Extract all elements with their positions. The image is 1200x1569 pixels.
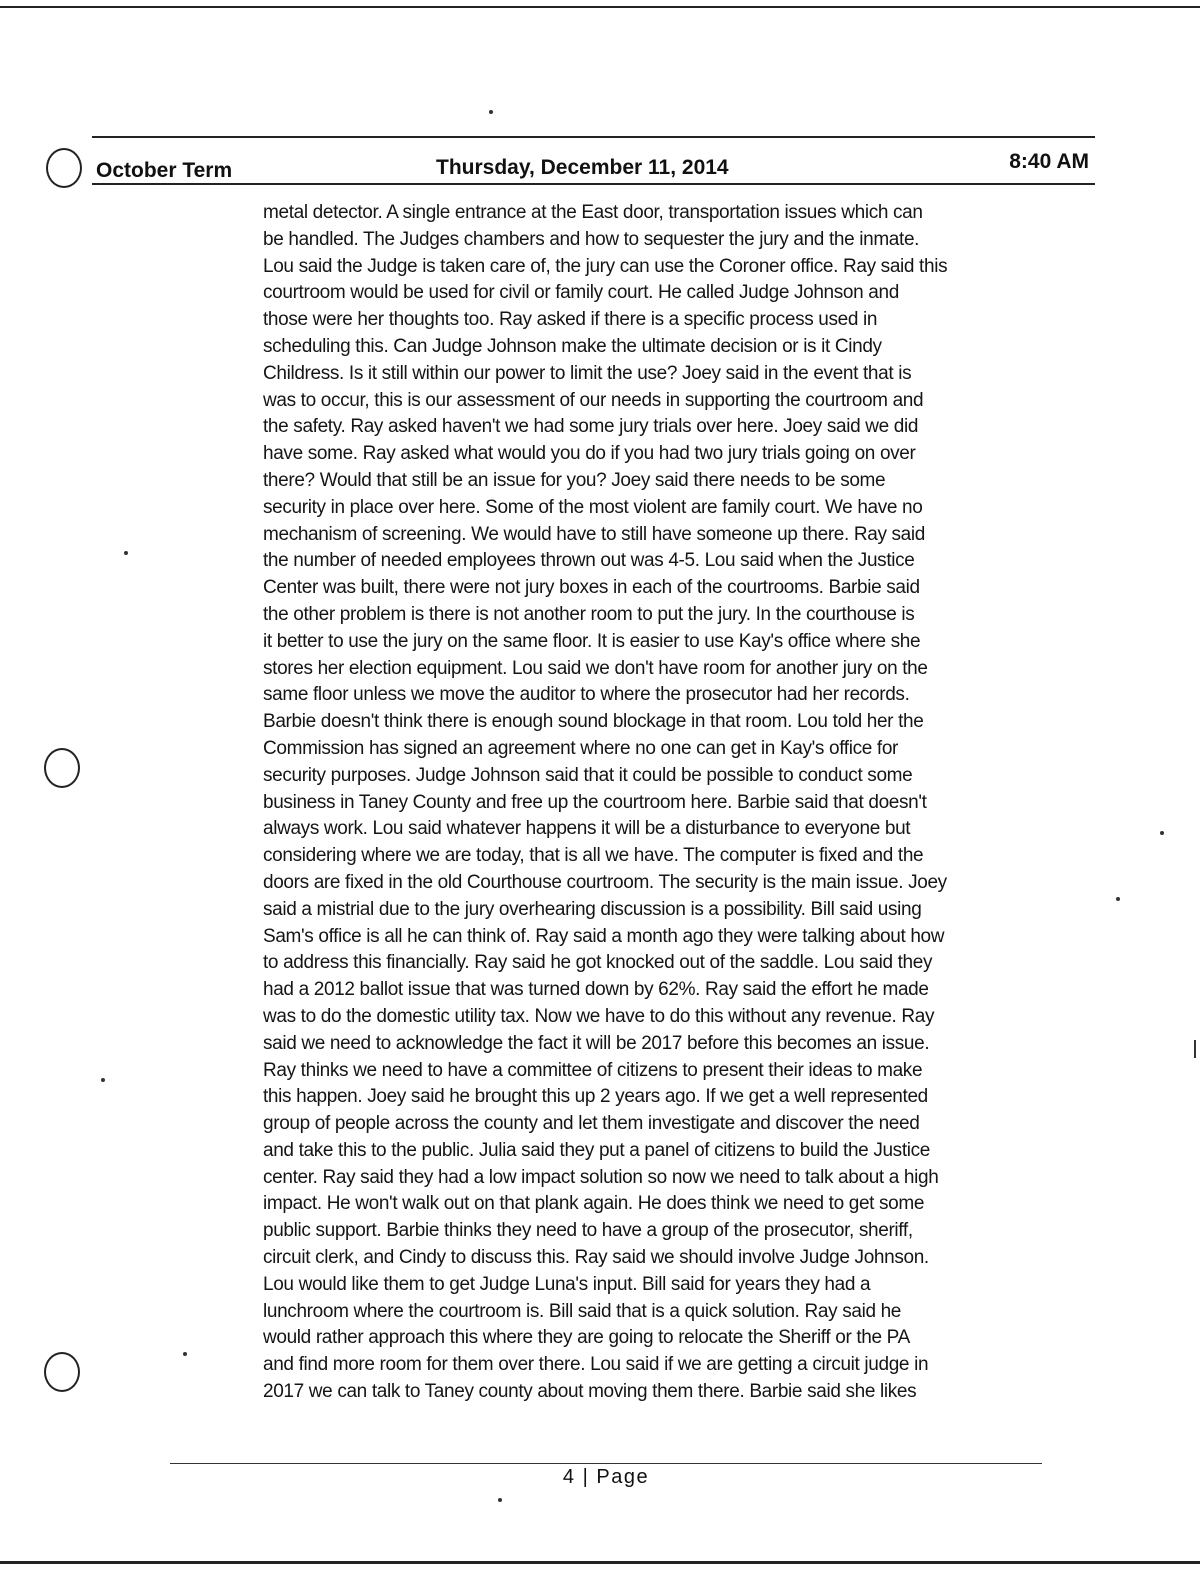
body-line: Childress. Is it still within our power to limit the use? Joey said in the event that is: [263, 362, 912, 384]
body-line: group of people across the county and let them investigate and discover the need: [263, 1113, 920, 1135]
body-line: always work. Lou said whatever happens it will be a disturbance to everyone but: [263, 818, 911, 840]
body-line: courtroom would be used for civil or family court. He called Judge Johnson and: [263, 282, 899, 304]
page-number: 4 | Page: [562, 1466, 650, 1488]
term-label: October Term: [96, 159, 233, 182]
body-line: security purposes. Judge Johnson said that it could be possible to conduct some: [263, 764, 913, 786]
body-line: mechanism of screening. We would have to still have someone up there. Ray said: [263, 523, 925, 545]
body-line: there? Would that still be an issue for you? Joey said there needs to be some: [263, 469, 886, 491]
body-line: Center was built, there were not jury boxes in each of the courtrooms. Barbie said: [263, 577, 920, 599]
body-line: would rather approach this where they are going to relocate the Sheriff or the PA: [263, 1327, 910, 1349]
body-line: and take this to the public. Julia said they put a panel of citizens to build the Justice: [263, 1139, 930, 1161]
body-line: it better to use the jury on the same floor. It is easier to use Kay's office where she: [263, 630, 921, 652]
body-line: be handled. The Judges chambers and how to sequester the jury and the inmate.: [263, 228, 920, 250]
body-line: Sam's office is all he can think of. Ray said a month ago they were talking about how: [263, 925, 945, 947]
body-line: said we need to acknowledge the fact it will be 2017 before this becomes an issue.: [263, 1032, 930, 1054]
scan-speck: [1160, 831, 1164, 835]
body-line: same floor unless we move the auditor to where the prosecutor had her records.: [263, 684, 910, 706]
scan-speck: [124, 551, 128, 555]
body-line: considering where we are today, that is all we have. The computer is fixed and the: [263, 845, 924, 867]
scan-speck: [498, 1498, 502, 1502]
header-rule-top: [92, 136, 1095, 138]
body-line: 2017 we can talk to Taney county about moving them there. Barbie said she likes: [263, 1381, 917, 1403]
minutes-body: [263, 200, 1043, 1406]
body-line: scheduling this. Can Judge Johnson make the ultimate decision or is it Cindy: [263, 335, 882, 357]
body-line: lunchroom where the courtroom is. Bill said that is a quick solution. Ray said he: [263, 1300, 902, 1322]
footer-rule: [170, 1463, 1042, 1464]
body-line: to address this financially. Ray said he got knocked out of the saddle. Lou said they: [263, 952, 933, 974]
body-line: the safety. Ray asked haven't we had some jury trials over here. Joey said we did: [263, 416, 919, 438]
scan-speck: [1116, 897, 1120, 901]
meeting-date: Thursday, December 11, 2014: [436, 156, 729, 179]
scan-speck: [183, 1352, 187, 1356]
body-line: Commission has signed an agreement where no one can get in Kay's office for: [263, 737, 899, 759]
scan-speck: [489, 110, 493, 114]
binder-hole-icon: [44, 748, 80, 788]
body-line: the number of needed employees thrown out was 4-5. Lou said when the Justice: [263, 550, 915, 572]
body-line: this happen. Joey said he brought this up 2 years ago. If we get a well represented: [263, 1086, 928, 1108]
scan-mark: [1194, 1040, 1196, 1058]
scan-edge-bottom: [0, 1561, 1200, 1564]
body-line: was to occur, this is our assessment of our needs in supporting the courtroom and: [263, 389, 924, 411]
body-line: center. Ray said they had a low impact solution so now we need to talk about a high: [263, 1166, 939, 1188]
page-header: [96, 150, 1092, 180]
body-line: impact. He won't walk out on that plank again. He does think we need to get some: [263, 1193, 925, 1215]
body-line: Lou would like them to get Judge Luna's input. Bill said for years they had a: [263, 1273, 871, 1295]
body-line: and find more room for them over there. Lou said if we are getting a circuit judge in: [263, 1354, 929, 1376]
body-line: business in Taney County and free up the courtroom here. Barbie said that doesn't: [263, 791, 927, 813]
body-line: was to do the domestic utility tax. Now we have to do this without any revenue. Ray: [263, 1005, 935, 1027]
body-line: the other problem is there is not another room to put the jury. In the courthouse is: [263, 603, 915, 625]
body-line: have some. Ray asked what would you do if you had two jury trials going on over: [263, 443, 916, 465]
binder-hole-icon: [46, 148, 82, 188]
body-line: those were her thoughts too. Ray asked if there is a specific process used in: [263, 309, 878, 331]
body-line: public support. Barbie thinks they need to have a group of the prosecutor, sheriff,: [263, 1220, 913, 1242]
body-line: Lou said the Judge is taken care of, the jury can use the Coroner office. Ray said this: [263, 255, 948, 277]
body-line: metal detector. A single entrance at the East door, transportation issues which can: [263, 202, 923, 223]
body-line: had a 2012 ballot issue that was turned down by 62%. Ray said the effort he made: [263, 979, 929, 1001]
body-line: said a mistrial due to the jury overhearing discussion is a possibility. Bill said using: [263, 898, 922, 920]
body-line: doors are fixed in the old Courthouse courtroom. The security is the main issue. Joey: [263, 871, 947, 893]
body-line: Barbie doesn't think there is enough sound blockage in that room. Lou told her the: [263, 711, 924, 733]
body-line: circuit clerk, and Cindy to discuss this. Ray said we should involve Judge Johnson.: [263, 1247, 929, 1269]
body-line: stores her election equipment. Lou said we don't have room for another jury on the: [263, 657, 928, 679]
header-rule-bottom: [92, 183, 1095, 185]
binder-hole-icon: [44, 1352, 80, 1392]
scan-speck: [101, 1078, 105, 1082]
body-line: Ray thinks we need to have a committee of citizens to present their ideas to make: [263, 1059, 923, 1081]
body-line: security in place over here. Some of the most violent are family court. We have no: [263, 496, 923, 518]
meeting-time: 8:40 AM: [1009, 150, 1089, 173]
scan-edge-top: [0, 6, 1200, 8]
